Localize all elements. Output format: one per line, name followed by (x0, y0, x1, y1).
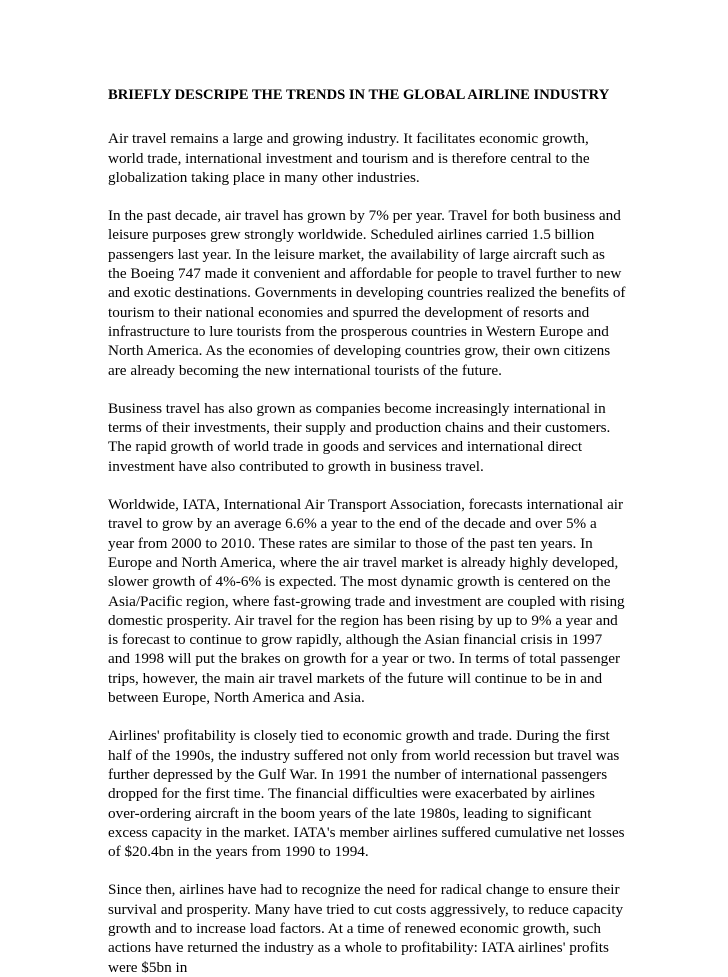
paragraph-past-decade-growth: In the past decade, air travel has grown by 7% per year. Travel for both business and leisure purposes grew strongly worldwide. Scheduled airlines carried 1.5 billion passengers last year. In the leisure market, the availability of large aircraft such as the Boeing 747 made it convenient and affordable for people to travel further to new and exotic destinations. Governments in developing countries realized the benefits of tourism to their national economies and spurred the development of resorts and infrastructure to lure tourists from the prosperous countries in Western Europe and North America. As the economies of developing countries grow, their own citizens are already becoming the new international tourists of the future. (108, 207, 626, 379)
paragraph-radical-change: Since then, airlines have had to recognize the need for radical change to ensure their survival and prosperity. Many have tried to cut costs aggressively, to reduce capacity growth and to increase load factors. At a time of renewed economic growth, such actions have returned the industry as a whole to profitability: IATA airlines' profits were $5bn in (108, 881, 624, 976)
document-heading: BRIEFLY DESCRIPE THE TRENDS IN THE GLOBAL AIRLINE INDUSTRY (108, 87, 610, 103)
document-page (108, 86, 626, 977)
paragraph-business-travel: Business travel has also grown as companies become increasingly international in terms of their investments, their supply and production chains and their customers. The rapid growth of world trade in goods and services and international direct investment have also contributed to growth in business travel. (108, 399, 611, 475)
paragraph-iata-forecast: Worldwide, IATA, International Air Transport Association, forecasts international air travel to grow by an average 6.6% a year to the end of the decade and over 5% a year from 2000 to 2010. These rates are similar to those of the past ten years. In Europe and North America, where the air travel market is already highly developed, slower growth of 4%-6% is expected. The most dynamic growth is centered on the Asia/Pacific region, where fast-growing trade and investment are coupled with rising domestic prosperity. Air travel for the region has been rising by up to 9% a year and is forecast to continue to grow rapidly, although the Asian financial crisis in 1997 and 1998 will put the brakes on growth for a year or two. In terms of total passenger trips, however, the main air travel markets of the future will continue to be in and between Europe, North America and Asia. (108, 496, 625, 707)
paragraph-air-travel-overview: Air travel remains a large and growing industry. It facilitates economic growth, world trade, international investment and tourism and is therefore central to the globalization taking place in many other industries. (108, 130, 590, 186)
paragraph-airline-profitability: Airlines' profitability is closely tied to economic growth and trade. During the first half of the 1990s, the industry suffered not only from world recession but travel was further depressed by the Gulf War. In 1991 the number of international passengers dropped for the first time. The financial difficulties were exacerbated by airlines over-ordering aircraft in the boom years of the late 1980s, leading to significant excess capacity in the market. IATA's member airlines suffered cumulative net losses of $20.4bn in the years from 1990 to 1994. (108, 727, 625, 861)
